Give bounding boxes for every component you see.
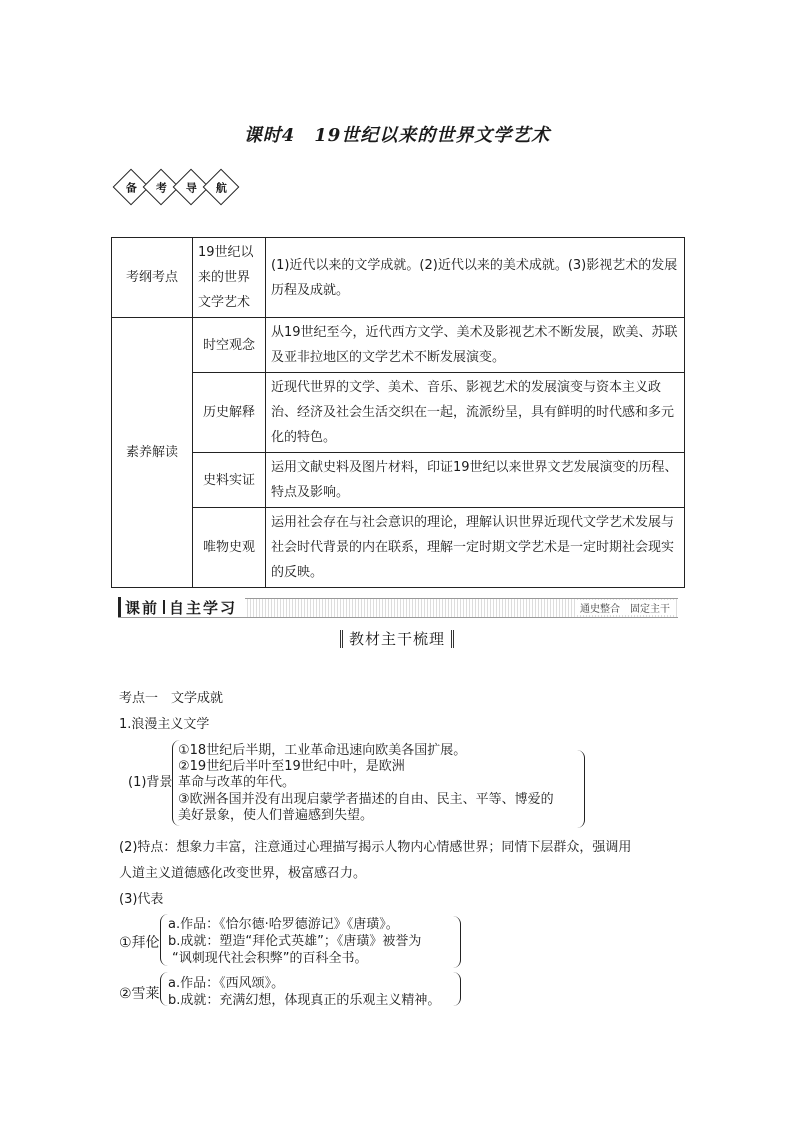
text-line: ③欧洲各国并没有出现启蒙学者描述的自由、民主、平等、博爱的 — [178, 792, 554, 807]
text-line: (2)特点：想象力丰富，注意通过心理描写揭示人物内心情感世界；同情下层群众，强调用 — [119, 840, 632, 855]
brace — [452, 972, 461, 1006]
text-line: “讽刺现代社会积弊”的百科全书。 — [172, 951, 368, 966]
table-row: 历史解释 近现代世界的文学、美术、音乐、影视艺术的发展演变与资本主义政治、经济及社会生活交织在一起，流派纷呈，具有鲜明的时代感和多元化的特色。 — [112, 373, 685, 453]
text-line: b.成就：塑造“拜伦式英雄”；《唐璜》被誉为 — [168, 934, 422, 949]
table-row: 素养解读 时空观念 从19世纪至今，近代西方文学、美术及影视艺术不断发展，欧美、苏联及亚非拉地区的文学艺术不断发展演变。 — [112, 318, 685, 373]
text-line: b.成就：充满幻想，体现真正的乐观主义精神。 — [168, 993, 441, 1008]
label: ②雪莱 — [119, 986, 160, 1002]
section-heading: 1.浪漫主义文学 — [119, 717, 210, 732]
label: (1)背景 — [128, 775, 173, 790]
text-line: 美好景象，使人们普遍感到失望。 — [178, 808, 374, 823]
text-line: 革命与改革的年代。 — [178, 775, 296, 790]
brace — [452, 916, 461, 968]
exam-guide-table — [111, 237, 685, 588]
section-badge: 备 考 导 航 — [118, 174, 238, 200]
table-row: 唯物史观 运用社会存在与社会意识的理论，理解认识世界近现代文学艺术发展与社会时代背景的内在联系，理解一定时期文学艺术是一定时期社会现实的反映。 — [112, 508, 685, 588]
section-bar: 课前 自主学习 通史整合 固定主干 — [118, 598, 678, 618]
text-line: a.作品：《西风颂》。 — [168, 976, 285, 991]
topic-heading: 考点一 文学成就 — [119, 691, 224, 706]
sub-heading: 教材主干梳理 — [0, 628, 794, 649]
label: ①拜伦 — [119, 935, 160, 951]
table-row: 史料实证 运用文献史料及图片材料，印证19世纪以来世界文艺发展演变的历程、特点及影响。 — [112, 453, 685, 508]
text-line: 人道主义道德感化改变世界，极富感召力。 — [119, 866, 367, 881]
page-title: 课时4 19世纪以来的世界文学艺术 — [243, 125, 551, 146]
text-line: a.作品：《恰尔德·哈罗德游记》《唐璜》。 — [168, 917, 399, 932]
text-line: (3)代表 — [119, 892, 164, 907]
brace — [576, 750, 585, 828]
text-line: ①18世纪后半期，工业革命迅速向欧美各国扩展。 — [178, 743, 467, 758]
text-line: ②19世纪后半叶至19世纪中叶，是欧洲 — [178, 759, 405, 774]
table-row: 考纲考点 19世纪以来的世界文学艺术 (1)近代以来的文学成就。(2)近代以来的美术成就。(3)影视艺术的发展历程及成就。 — [112, 238, 685, 318]
